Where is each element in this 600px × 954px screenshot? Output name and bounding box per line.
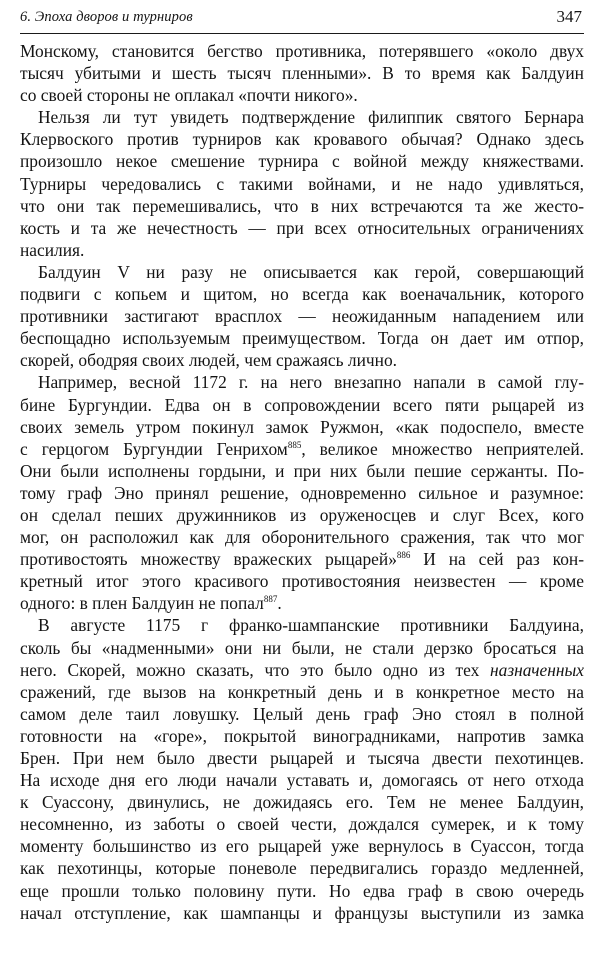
text-line (20, 902, 584, 924)
text-segment: как пехотинцы, которые поневоле передвигались гораздо медленней, (20, 858, 584, 879)
emphasized-text: назначенных (490, 659, 584, 680)
text-line (20, 305, 584, 327)
body-text (20, 40, 584, 924)
text-segment: беспощадно используемым преимуществом. Тогда он дает им отпор, (20, 328, 584, 349)
text-line (20, 791, 584, 813)
text-line (20, 813, 584, 835)
text-segment: с герцогом Бургундии Генрихом (20, 438, 288, 459)
text-segment: своих земель утром покинул замок Ружмон, «как подоспело, вместе (20, 416, 584, 437)
text-segment: . (277, 593, 282, 614)
text-segment: , великое множество неприятелей. (301, 438, 584, 459)
text-line (20, 857, 584, 879)
text-segment: сколь бы «надменными» они ни были, не стали дерзко бросаться на (20, 637, 584, 658)
text-segment: бине Бургундии. Едва он в сопровождении всего пяти рыцарей из (20, 394, 584, 415)
text-line (20, 659, 584, 681)
text-line (20, 371, 584, 393)
text-segment: Нельзя ли тут увидеть подтверждение филиппик святого Бернара (38, 107, 584, 128)
text-segment: Они были исполнены гордыни, и при них были пешие сержанты. По- (20, 460, 584, 481)
text-segment: И на сей раз кон- (410, 549, 584, 570)
text-segment: начал отступление, как шампанцы и французы выступили из замка (20, 902, 584, 923)
text-line (20, 835, 584, 857)
text-line (20, 62, 584, 84)
text-line (20, 681, 584, 703)
text-line (20, 106, 584, 128)
text-segment: скорей, ободряя своих людей, чем сражаясь лично. (20, 350, 397, 371)
text-segment: произошло некое смешение турнира с войной между княжествами. (20, 151, 584, 172)
text-line (20, 349, 584, 371)
text-line (20, 614, 584, 636)
text-segment: самом деле таил ловушку. Целый день граф Эно стоял в полной (20, 703, 584, 724)
text-line (20, 548, 584, 570)
text-line (20, 84, 584, 106)
footnote-marker: 886 (396, 550, 411, 561)
text-segment: готовности на «горе», покрытой виноградниками, напротив замка (20, 725, 584, 746)
text-line (20, 283, 584, 305)
text-segment: Турниры чередовались с такими войнами, и не надо удивляться, (20, 173, 584, 194)
text-line (20, 482, 584, 504)
text-segment: со своей стороны не оплакал «почти никого». (20, 85, 358, 106)
text-line (20, 880, 584, 902)
text-segment: тому граф Эно принял решение, одновременно сильное и разумное: (20, 482, 584, 503)
text-segment: одного: в плен Балдуин не попал (20, 593, 264, 614)
text-segment: тысяч убитыми и шесть тысяч пленными». В то время как Балдуин (20, 63, 584, 84)
text-segment: противники застигают врасплох — неожиданным нападением или (20, 306, 584, 327)
text-line (20, 40, 584, 62)
footnote-marker: 887 (263, 594, 278, 605)
text-line (20, 460, 584, 482)
text-line (20, 195, 584, 217)
text-line (20, 592, 584, 614)
text-line (20, 239, 584, 261)
text-segment: Балдуин V ни разу не описывается как герой, совершающий (38, 261, 584, 282)
text-line (20, 526, 584, 548)
text-segment: к Суассону, двинулись, не дожидаясь его. Тем не менее Балдуин, (20, 792, 584, 813)
text-line (20, 416, 584, 438)
text-line (20, 769, 584, 791)
footnote-marker: 885 (287, 439, 302, 450)
text-segment: еще прошли только половину пути. Но едва граф в свою очередь (20, 880, 584, 901)
text-segment: На исходе дня его люди начали уставать и, домогаясь от него отхода (20, 770, 584, 791)
text-segment: кость и та же нечестность — при всех относительных ограничениях (20, 217, 584, 238)
text-segment: мог, он расположил как для оборонительного сражения, так что мог (20, 527, 584, 548)
text-segment: Клервоского против турниров как кровавого обычая? Однако здесь (20, 129, 584, 150)
text-line (20, 327, 584, 349)
text-segment: насилия. (20, 239, 85, 260)
text-line (20, 504, 584, 526)
text-segment: В августе 1175 г франко-шампанские противники Балдуина, (38, 615, 584, 636)
text-line (20, 217, 584, 239)
text-line (20, 394, 584, 416)
text-line (20, 438, 584, 460)
text-segment: что они так перемешивались, что в них встречаются та же жесто- (20, 195, 584, 216)
text-segment: Брен. При нем было двести рыцарей и тысяча двести пехотинцев. (20, 748, 584, 768)
text-segment: Например, весной 1172 г. на него внезапно напали в самой глу- (38, 372, 584, 393)
text-line (20, 150, 584, 172)
text-line (20, 747, 584, 769)
page-number: 347 (556, 7, 582, 26)
text-line (20, 703, 584, 725)
text-line (20, 570, 584, 592)
text-line (20, 128, 584, 150)
text-line (20, 173, 584, 195)
text-segment: моменту большинство из его рыцарей уже вернулось в Суассон, тогда (20, 836, 584, 857)
text-segment: несомненно, из заботы о своей чести, дождался сумерек, и к тому (20, 814, 584, 835)
text-line (20, 261, 584, 283)
text-segment: подвиги с копьем и щитом, но всегда как военачальник, которого (20, 284, 584, 305)
text-segment: противостоять множеству вражеских рыцарей» (20, 549, 397, 570)
text-segment: него. Скорей, можно сказать, что это было одно из тех (20, 659, 491, 680)
running-head: 6. Эпоха дворов и турниров (20, 9, 193, 25)
page-header (20, 0, 584, 34)
text-segment: он сделал пеших дружинников из оруженосцев и слуг Всех, кого (20, 504, 584, 525)
text-line (20, 637, 584, 659)
text-line (20, 725, 584, 747)
text-segment: Монскому, становится бегство противника, потерявшего «около двух (20, 41, 584, 61)
text-segment: сражений, где вызов на конкретный день и в конкретное место на (20, 681, 584, 702)
text-segment: кретный итог этого красивого противостояния неизвестен — кроме (20, 571, 584, 592)
book-page (20, 0, 584, 954)
